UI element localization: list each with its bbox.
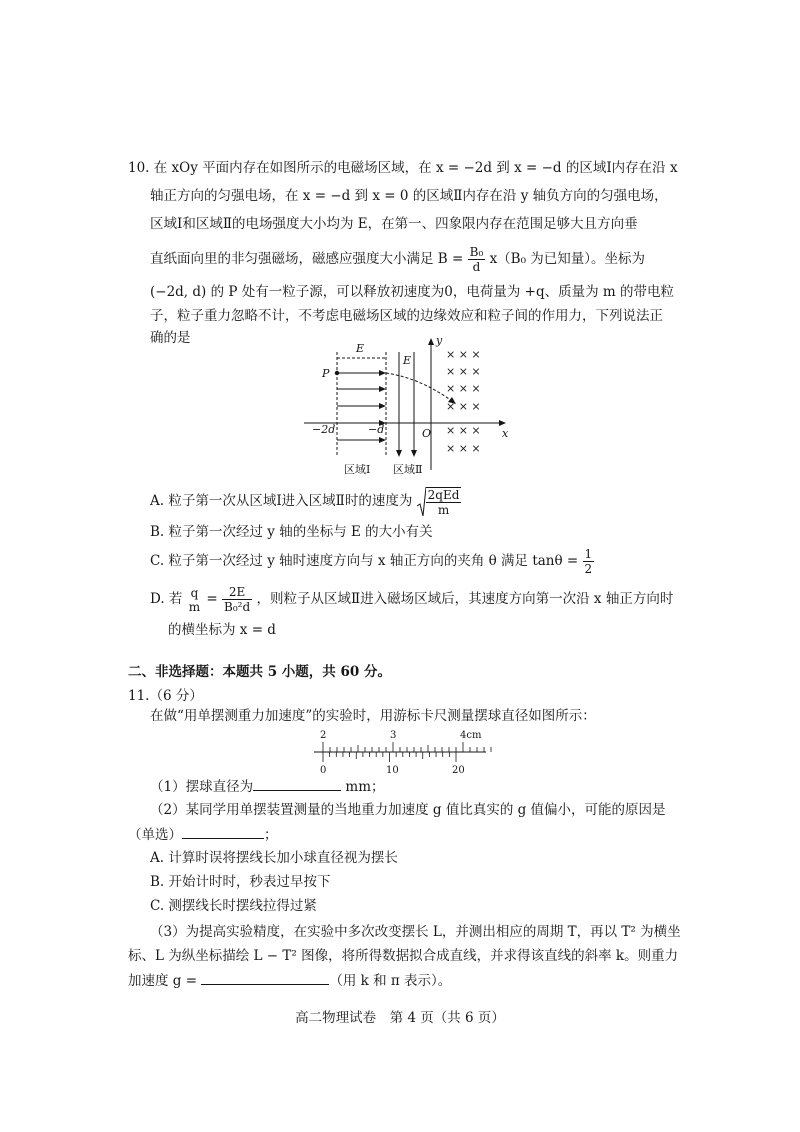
q10-option-a [150, 484, 461, 519]
cross-row: × × × [446, 400, 481, 413]
q11-part-2-option-a: A. 计算时误将摆线长加小球直径视为摆长 [150, 850, 398, 866]
q10-c-fraction [583, 547, 595, 576]
q11-part-2-line1: （2）某同学用单摆装置测量的当地重力加速度 g 值比真实的 g 值偏小，可能的原因是 [150, 802, 666, 818]
q10-d-m: m [188, 599, 201, 614]
vernier-scale-ticks [323, 752, 456, 762]
q11-part-1-pre: （1）摆球直径为 [150, 779, 254, 795]
vernier-scale-label: 10 [386, 765, 399, 776]
q11-part-3-post: （用 k 和 π 表示）。 [329, 973, 452, 989]
cross-row: × × × [446, 442, 481, 455]
label-origin: O [422, 427, 432, 440]
page-footer: 高二物理试卷 第 4 页（共 6 页） [295, 1010, 505, 1026]
q11-part-2-pre: （单选） [128, 827, 182, 843]
q10-d-fraction [222, 585, 252, 614]
q10-option-b: B. 粒子第一次经过 y 轴的坐标与 E 的大小有关 [150, 524, 433, 540]
label-region-1: 区域Ⅰ [344, 463, 371, 476]
q10-line-5: (−2d, d) 的 P 处有一粒子源，可以释放初速度为0，电荷量为 +q、质量为 m 的带电粒 [150, 284, 674, 300]
q11-part-3-pre: 加速度 g = [128, 973, 198, 989]
q10-b-fraction [468, 245, 486, 274]
q10-d-qm-fraction [187, 586, 202, 614]
answer-blank-g[interactable] [201, 970, 329, 985]
vernier-caliper-diagram [308, 726, 498, 776]
cross-row: × × × [446, 365, 481, 378]
sqrt-expression [417, 485, 462, 519]
answer-blank-reason[interactable] [182, 824, 264, 839]
main-scale-labels [320, 730, 482, 741]
q10-d-eq: = [206, 591, 218, 607]
arrowhead [379, 370, 386, 376]
particle-source-dot [335, 371, 339, 375]
q11-part-1 [150, 776, 385, 797]
q10-option-c-text: C. 粒子第一次经过 y 轴时速度方向与 x 轴正方向的夹角 θ 满足 tanθ = [150, 553, 579, 569]
q10-d-num: 2E [222, 585, 252, 600]
main-scale-label: 3 [390, 730, 397, 741]
y-axis-arrow [428, 338, 434, 345]
q10-option-a-text: A. 粒子第一次从区域Ⅰ进入区域Ⅱ时的速度为 [150, 493, 413, 509]
q10-line-7: 确的是 [150, 330, 191, 346]
q10-line-4-post: x（B₀ 为已知量）。坐标为 [489, 251, 646, 267]
q10-line-2: 轴正方向的匀强电场，在 x = −d 到 x = 0 的区域Ⅱ内存在沿 y 轴负方向的匀强电场， [150, 188, 668, 204]
main-scale-ticks [323, 742, 491, 752]
q10-line-3: 区域Ⅰ和区域Ⅱ的电场强度大小均为 E，在第一、四象限内存在范围足够大且方向垂 [150, 216, 638, 232]
x-axis-arrow [499, 420, 506, 426]
q10-a-num: 2qEd [427, 488, 460, 502]
q11-part-2-line2 [128, 824, 278, 845]
sqrt-sign [417, 486, 426, 518]
main-scale-label: 4cm [460, 730, 482, 741]
q10-c-den: 2 [584, 562, 593, 576]
q11-part-2-post: ； [264, 827, 278, 843]
q10-option-d-line2: 的横坐标为 x = d [168, 622, 276, 638]
q10-b-den: d [472, 260, 481, 274]
region2-arrowheads [396, 450, 417, 457]
section-2-title: 二、非选择题：本题共 5 小题，共 60 分。 [128, 664, 391, 680]
q10-a-fraction [426, 487, 462, 517]
answer-blank-diameter[interactable] [253, 776, 341, 791]
q11-part-2-option-c: C. 测摆线长时摆线拉得过紧 [150, 898, 317, 914]
q10-line-1: 10. 在 xOy 平面内存在如图所示的电磁场区域，在 x = −2d 到 x = −d 的区域Ⅰ内存在沿 x [128, 160, 678, 176]
vernier-scale-label: 0 [320, 765, 327, 776]
label-x: x [502, 427, 509, 440]
q10-d-q: q [190, 585, 199, 600]
arrowhead [379, 386, 386, 392]
q10-option-c [150, 544, 594, 578]
region2-field-lines [399, 352, 414, 452]
vernier-scale-labels [320, 765, 465, 776]
arrowhead [379, 437, 386, 443]
label-E-region2: E [403, 354, 412, 367]
q11-header: 11.（6 分） [128, 688, 203, 704]
q11-part-2-option-b: B. 开始计时时，秒表过早按下 [150, 874, 331, 890]
q11-part-1-post: mm； [345, 779, 385, 795]
q10-c-num: 1 [584, 547, 593, 561]
arrowhead [411, 450, 417, 457]
vernier-scale-label: 20 [452, 765, 465, 776]
q10-option-d [150, 582, 673, 616]
q10-a-den: m [437, 503, 450, 517]
q10-field-diagram [300, 330, 530, 478]
q11-part-3-line3 [128, 970, 451, 991]
q10-line-6: 子，粒子重力忽略不计，不考虑电磁场区域的边缘效应和粒子间的作用力，下列说法正 [150, 308, 663, 324]
magnetic-field-crosses [446, 348, 481, 455]
q11-intro: 在做“用单摆测重力加速度”的实验时，用游标卡尺测量摆球直径如图所示： [150, 708, 596, 724]
q10-line-4 [150, 242, 645, 276]
q10-option-d-pre: D. 若 [150, 591, 183, 607]
trajectory-curve [386, 373, 452, 401]
q10-b-num: B₀ [469, 245, 484, 259]
label-minus-2d: −2d [312, 423, 336, 436]
cross-row: × × × [446, 348, 481, 361]
q11-part-3-line2: 标、L 为纵坐标描绘 L − T² 图像，将所得数据拟合成直线，并求得该直线的斜率 k。则重力 [128, 948, 679, 964]
label-E-region1: E [356, 342, 365, 355]
label-region-2: 区域Ⅱ [393, 463, 423, 476]
arrowhead [396, 450, 402, 457]
q11-part-3-line1: （3）为提高实验精度，在实验中多次改变摆长 L，并测出相应的周期 T，再以 T² 为横坐 [150, 924, 681, 940]
label-y: y [436, 334, 443, 347]
q10-line-4-pre: 直纸面向里的非匀强磁场，磁感应强度大小满足 B = [150, 251, 464, 267]
cross-row: × × × [446, 382, 481, 395]
q10-option-d-post: ，则粒子从区域Ⅱ进入磁场区域后，其速度方向第一次沿 x 轴正方向时 [256, 591, 674, 607]
arrowhead [379, 403, 386, 409]
cross-row: × × × [446, 424, 481, 437]
q10-d-den: B₀²d [224, 600, 251, 614]
label-minus-d: −d [368, 423, 385, 436]
label-P: P [322, 367, 330, 380]
main-scale-label: 2 [320, 730, 327, 741]
